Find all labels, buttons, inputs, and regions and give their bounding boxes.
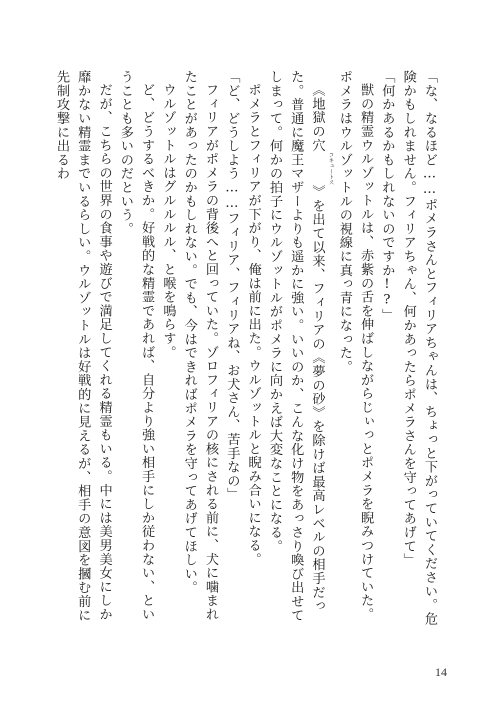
paragraph: 獣の精霊ウルゾットルは、赤紫の舌を伸ばしながらじぃっとポメラを睨みつけていた。ポメラはウルゾットルの視線に真っ青になった。 xyxy=(336,70,374,622)
vertical-text-body xyxy=(50,70,440,630)
paragraph: ど、どうするべきか。好戦的な精霊であれば、自分より強い相手にしか従わない、ということも多いのだという。 xyxy=(117,70,155,622)
paragraph-text: 《地獄の穴 xyxy=(309,83,325,153)
paragraph: 「な、なるほど……ポメラさんとフィリアちゃんは、ちょっと下がっていてください。危険かもしれません。フィリアちゃん、何かあったらポメラさんを守ってあげて」 xyxy=(400,70,437,626)
paragraph: 「何かあるかもしれないのですか!?」 xyxy=(379,70,395,322)
paragraph: フィリアがポメラの背後へと回っていた。ゾロフィリアの核にされる前に、犬に噛まれたことがあったのかもしれない。でも、今はできればポメラを守ってあげてほしい。 xyxy=(181,70,219,622)
paragraph: ウルゾットルはグルルルル、と喉を鳴らす。 xyxy=(160,83,176,360)
paragraph: だが、こちらの世界の食事や遊びで満足してくれる精霊もいる。中には美男美女にしか靡かない精霊までいるらしい。ウルゾットルは好戦的に見えるが、相手の意図を摑む前に先制攻撃に出るわ xyxy=(53,70,112,622)
paragraph-text: 》を出て以来、フィリアの《夢の砂》を除けば最高レベルの相手だった。普通に魔王マザーよりも遥かに強い。いいのか、こんな化け物をあっさり喚び出せてしまって。何かの拍子にウルゾットルがポメラに向かえば大変なことになる。 xyxy=(266,70,325,622)
paragraph xyxy=(264,70,334,630)
ruby-word xyxy=(310,152,334,186)
paragraph: 「ど、どうしよう……フィリア、フィリアね、お犬さん、苦手なの」 xyxy=(224,70,240,502)
page-number: 14 xyxy=(435,665,447,679)
ruby-reading: コキュートス xyxy=(327,152,334,186)
paragraph: ポメラとフィリアが下がり、俺は前に出た。ウルゾットルと睨み合いになる。 xyxy=(245,83,261,567)
